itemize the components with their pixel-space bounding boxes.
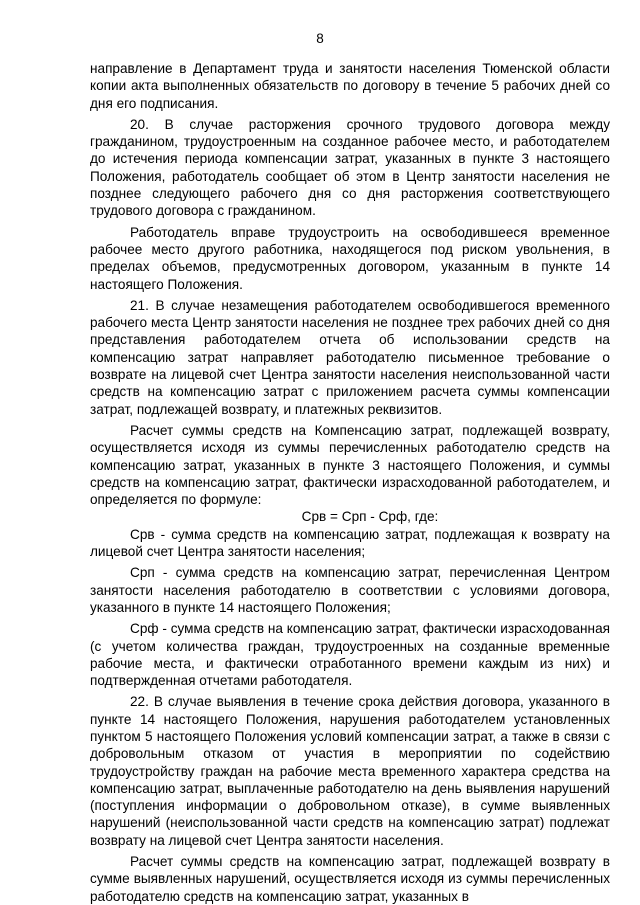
page-number: 8 xyxy=(316,31,324,46)
document-body xyxy=(90,60,610,905)
paragraph-21: 21. В случае незамещения работодателем освободившегося временного рабочего места Центр занятости населения не позднее трех рабочих дней со дня представления работодателем отчета об использовании средств на компенсацию затрат направляет работодателю письменное требование о возврате на лицевой счет Центра занятости населения неиспользованной части средств на компенсацию затрат с приложением расчета суммы компенсации затрат, подлежащей возврату, и платежных реквизитов. xyxy=(90,297,610,417)
paragraph-20: 20. В случае расторжения срочного трудового договора между гражданином, трудоустроенным на созданное рабочее место, и работодателем до истечения периода компенсации затрат, указанных в пункте 3 настоящего Положения, работодатель сообщает об этом в Центр занятости населения не позднее следующего рабочего дня со дня расторжения соответствующего трудового договора с гражданином. xyxy=(90,116,610,219)
formula: Срв = Срп - Срф, где: xyxy=(301,509,439,525)
paragraph-refund-calculation: Расчет суммы средств на Компенсацию затрат, подлежащей возврату, осуществляется исходя из суммы перечисленных работодателю средств на компенсацию затрат, указанных в пункте 3 настоящего Положения, и суммы средств на компенсацию затрат, фактически израсходованной работодателем, и определяется по формуле: xyxy=(90,422,610,508)
definition-srf: Срф - сумма средств на компенсацию затрат, фактически израсходованная (с учетом количества граждан, трудоустроенных на созданные временные рабочие места, и фактически отработанного времени каждым из них) и подтвержденная отчетами работодателя. xyxy=(90,621,610,689)
definition-srp: Срп - сумма средств на компенсацию затрат, перечисленная Центром занятости населения работодателю в соответствии с условиями договора, указанного в пункте 14 настоящего Положения; xyxy=(90,565,610,615)
paragraph-22: 22. В случае выявления в течение срока действия договора, указанного в пункте 14 настоящего Положения, нарушения работодателем установленных пунктом 5 настоящего Положения условий компенсации затрат, а также в связи с добровольным отказом от участия в мероприятии по содействию трудоустройству граждан на рабочие места временного характера средства на компенсацию затрат, выплаченные работодателю на день выявления нарушений (поступления информации о добровольном отказе), в сумме выявленных нарушений (неиспользованной части средств на компенсацию затрат) подлежат возврату на лицевой счет Центра занятости населения. xyxy=(90,694,610,848)
paragraph-22-calculation: Расчет суммы средств на компенсацию затрат, подлежащей возврату в сумме выявленных нарушений, осуществляется исходя из суммы перечисленных работодателю средств на компенсацию затрат, указанных в xyxy=(90,854,610,904)
definition-srv: Срв - сумма средств на компенсацию затрат, подлежащая к возврату на лицевой счет Центра занятости населения; xyxy=(90,526,610,560)
paragraph-20-replacement: Работодатель вправе трудоустроить на освободившееся временное рабочее место другого работника, находящегося под риском увольнения, в пределах объемов, предусмотренных договором, указанным в пункте 14 настоящего Положения. xyxy=(90,224,610,292)
paragraph-continuation: направление в Департамент труда и занятости населения Тюменской области копии акта выполненных обязательств по договору в течение 5 рабочих дней со дня его подписания. xyxy=(90,61,610,111)
